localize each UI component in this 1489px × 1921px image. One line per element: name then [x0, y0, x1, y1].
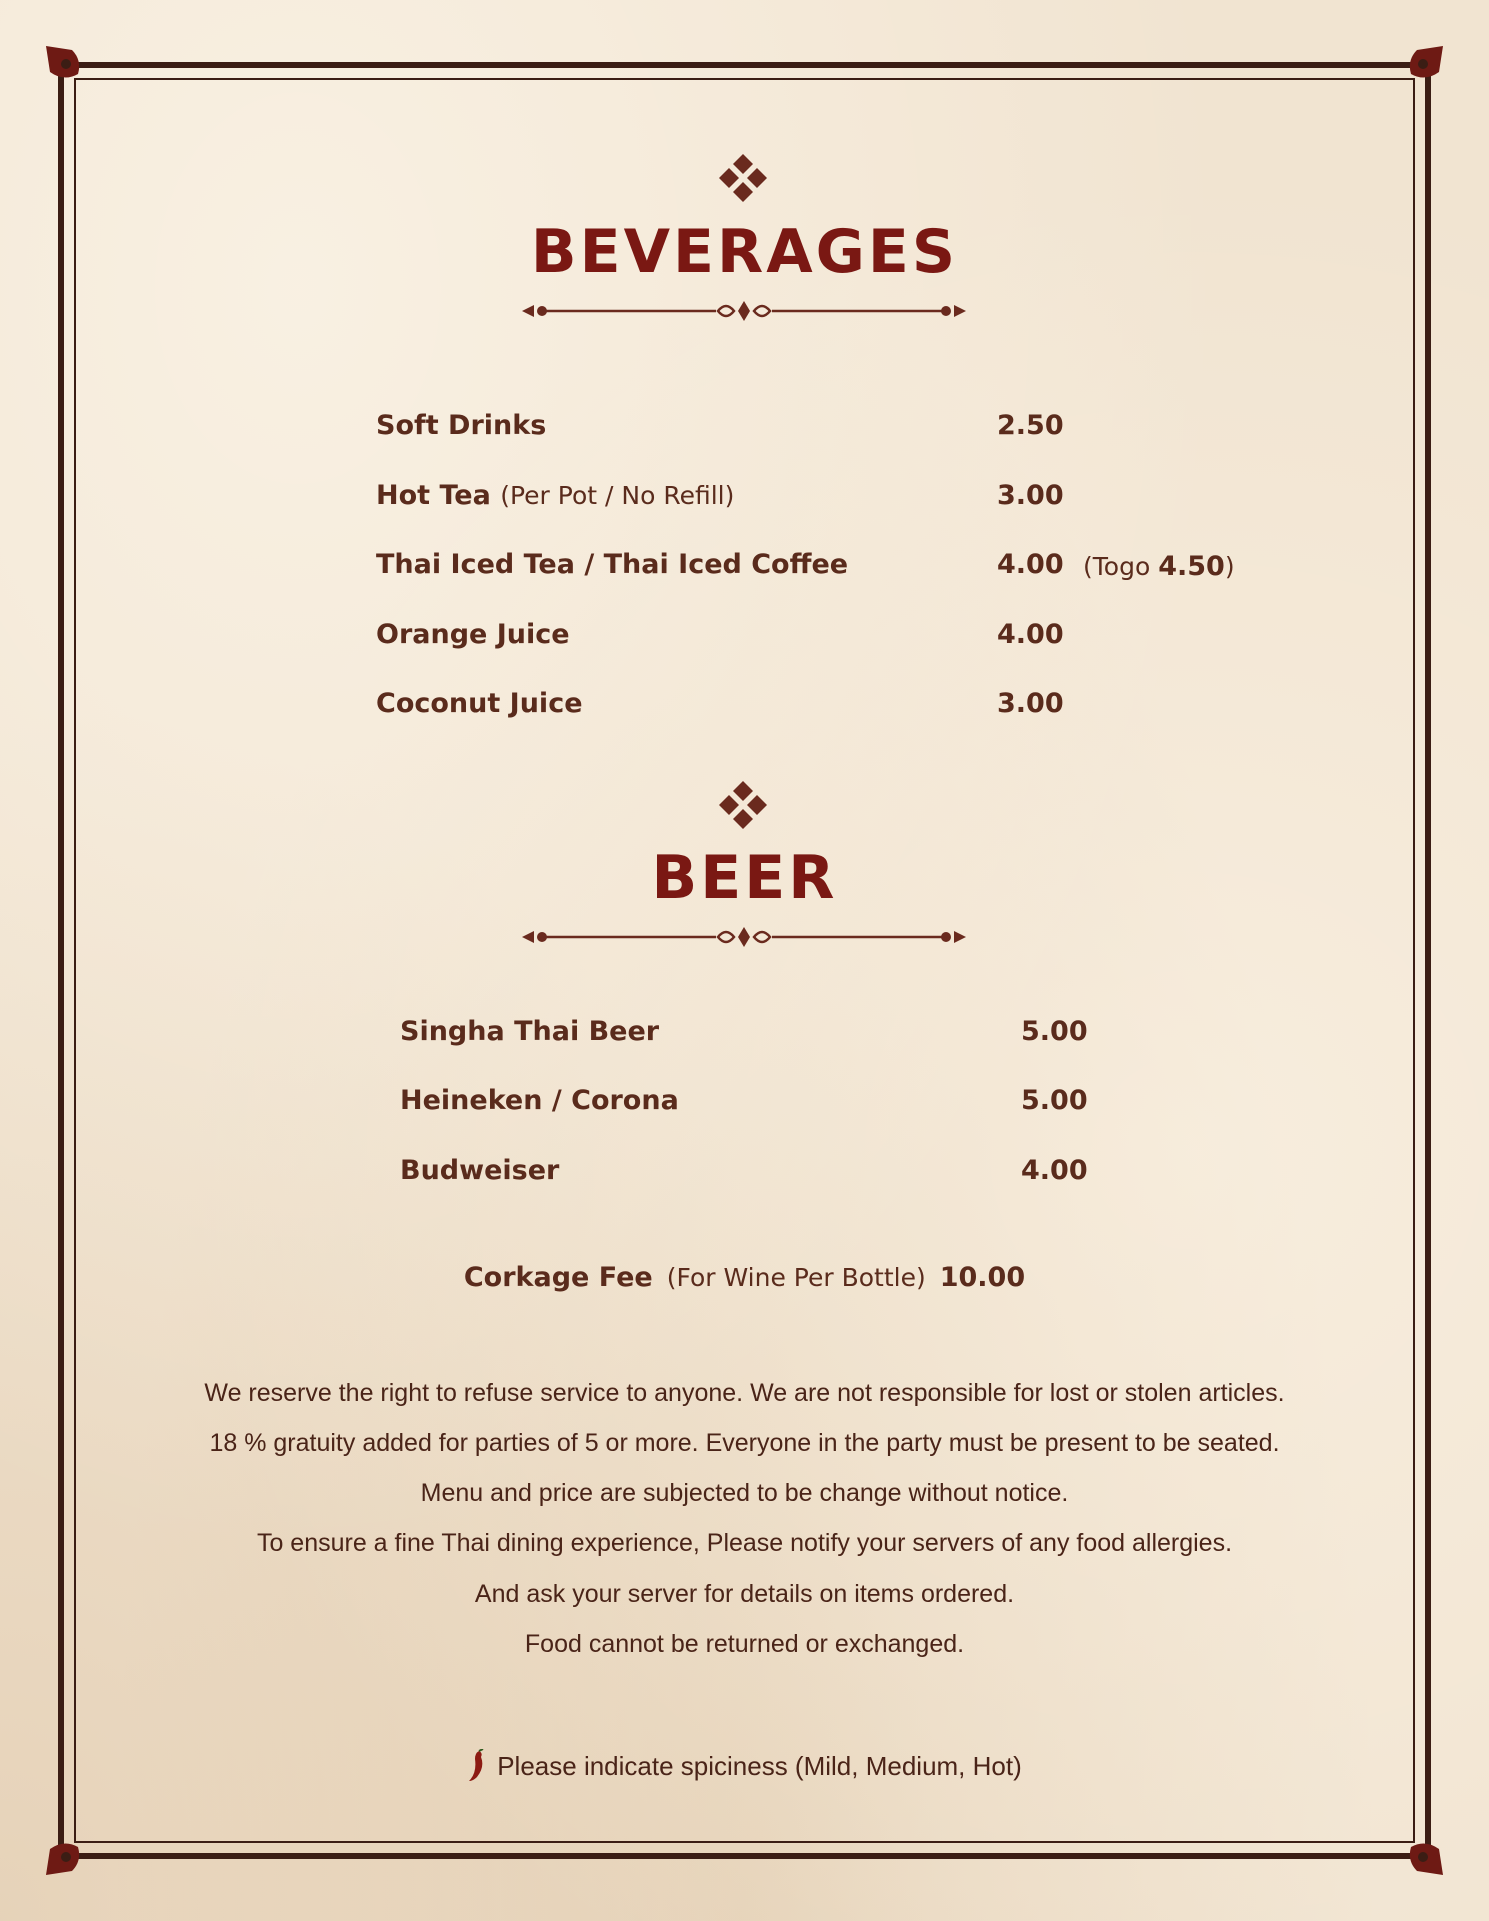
policy-line: To ensure a fine Thai dining experience, Please notify your servers of any food allergies. — [256, 1529, 1233, 1557]
item-price: 4.00 — [997, 549, 1064, 580]
menu-item-hot-tea — [376, 480, 734, 511]
item-price: 2.50 — [997, 410, 1064, 441]
item-name: Coconut Juice — [376, 688, 583, 719]
item-name: Singha Thai Beer — [400, 1016, 660, 1047]
policy-line: Food cannot be returned or exchanged. — [524, 1630, 965, 1658]
corner-ornament-top-right — [1405, 44, 1445, 84]
item-price: 3.00 — [997, 688, 1064, 719]
spice-note-text: Please indicate spiciness (Mild, Medium, Hot) — [497, 1751, 1022, 1781]
diamond-cluster-icon — [717, 152, 769, 204]
menu-item-orange-juice — [376, 619, 570, 650]
corkage-price: 10.00 — [939, 1262, 1026, 1293]
menu-item-soft-drinks — [376, 410, 546, 441]
policy-line: And ask your server for details on items ordered. — [474, 1580, 1015, 1608]
item-name: Hot Tea — [376, 480, 491, 511]
menu-item-thai-iced-tea — [376, 549, 848, 580]
item-name: Budweiser — [400, 1155, 560, 1186]
item-name: Thai Iced Tea / Thai Iced Coffee — [376, 549, 849, 580]
flourish-divider — [520, 924, 968, 950]
corner-ornament-bottom-right — [1405, 1837, 1445, 1877]
togo-note — [1083, 551, 1235, 582]
corner-ornament-bottom-left — [44, 1837, 84, 1877]
beer-title: BEER — [651, 843, 838, 913]
spice-note — [0, 1749, 1489, 1783]
menu-frame-inner — [74, 78, 1415, 1843]
corkage-note: (For Wine Per Bottle) — [666, 1263, 926, 1292]
policy-line: We reserve the right to refuse service to anyone. We are not responsible for lost or stolen articles. — [204, 1379, 1285, 1407]
togo-close: ) — [1224, 552, 1235, 581]
item-price: 3.00 — [997, 480, 1064, 511]
flourish-divider — [520, 298, 968, 324]
corkage-label: Corkage Fee — [463, 1262, 653, 1293]
menu-item-singha — [400, 1016, 659, 1047]
item-name: Heineken / Corona — [400, 1085, 679, 1116]
togo-label: (Togo — [1083, 552, 1151, 581]
togo-price: 4.50 — [1158, 551, 1225, 582]
item-name: Orange Juice — [376, 619, 570, 650]
item-price: 4.00 — [1021, 1155, 1088, 1186]
beverages-title: BEVERAGES — [530, 217, 959, 287]
policy-line: Menu and price are subjected to be change without notice. — [420, 1479, 1069, 1507]
diamond-cluster-icon — [717, 779, 769, 831]
item-note: (Per Pot / No Refill) — [500, 481, 735, 510]
chili-pepper-icon — [467, 1749, 487, 1783]
menu-item-budweiser — [400, 1155, 559, 1186]
policy-line: 18 % gratuity added for parties of 5 or more. Everyone in the party must be present to be seated. — [209, 1429, 1280, 1457]
item-price: 4.00 — [997, 619, 1064, 650]
item-price: 5.00 — [1021, 1016, 1088, 1047]
corkage-fee-line — [0, 1262, 1489, 1293]
item-price: 5.00 — [1021, 1085, 1088, 1116]
menu-item-coconut-juice — [376, 688, 583, 719]
item-name: Soft Drinks — [376, 410, 547, 441]
menu-item-heineken-corona — [400, 1085, 679, 1116]
corner-ornament-top-left — [44, 44, 84, 84]
